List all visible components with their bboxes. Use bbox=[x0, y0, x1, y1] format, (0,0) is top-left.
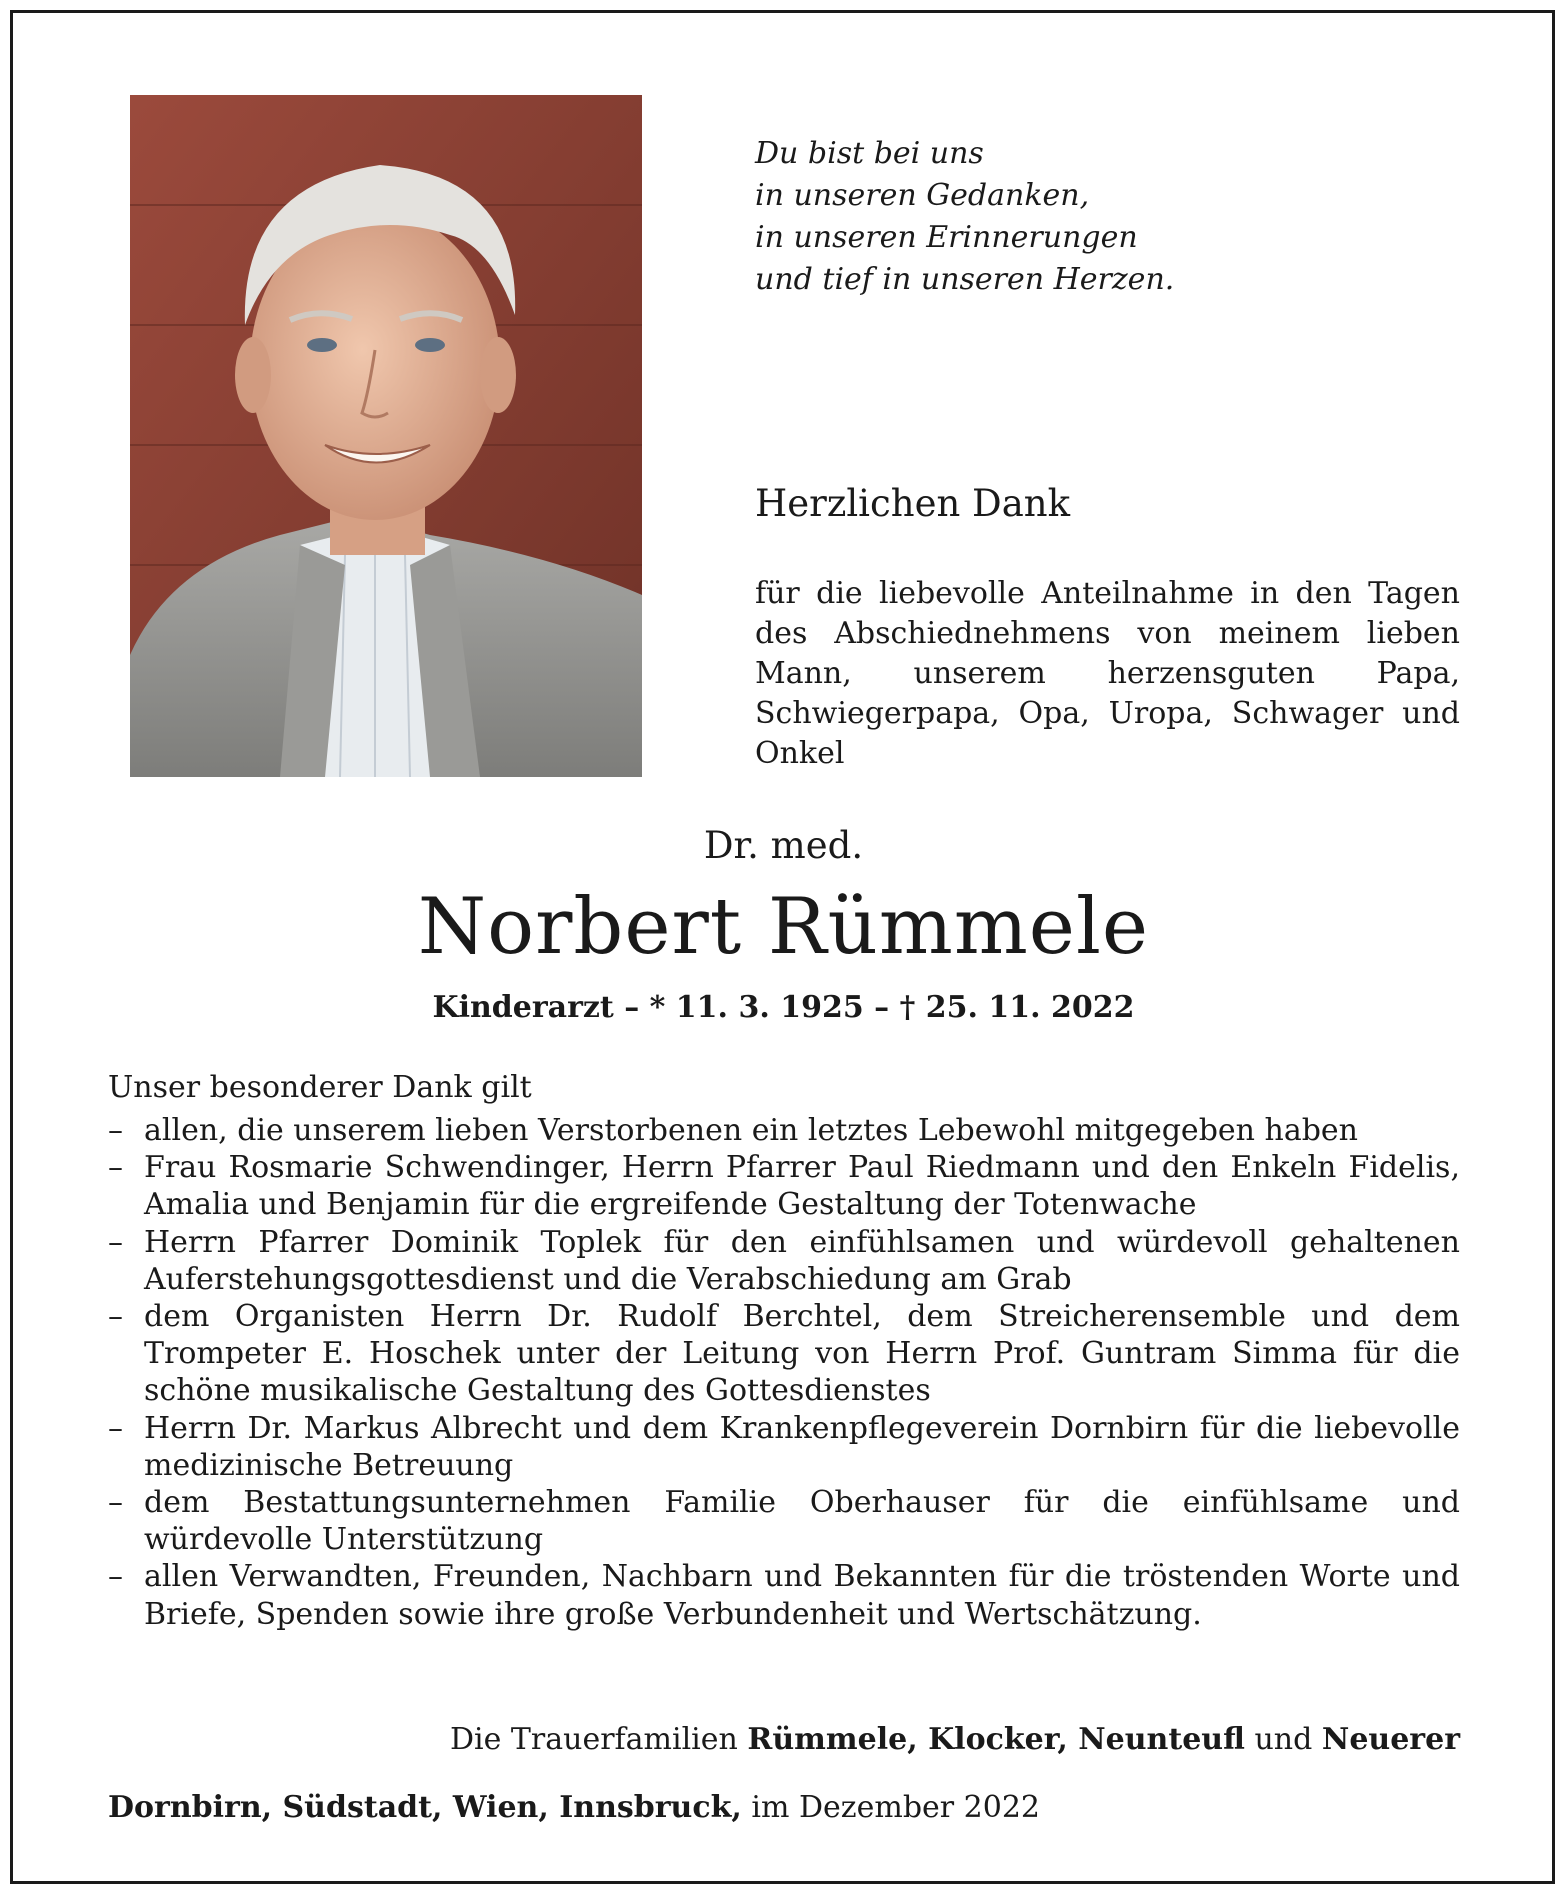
list-item: – allen, die unserem lieben Verstorbenen ein letztes Lebewohl mitgegeben haben bbox=[108, 1112, 1460, 1149]
life-dates: Kinderarzt – * 11. 3. 1925 – † 25. 11. 2022 bbox=[432, 990, 1135, 1025]
list-item: – allen Verwandten, Freunden, Nachbarn und Bekannten für die tröstenden Worte und Briefe, Spenden sowie ihre große Verbundenheit und Wertschätzung. bbox=[108, 1558, 1460, 1632]
list-item: – dem Organisten Herrn Dr. Rudolf Berchtel, dem Streicherensemble und dem Trompeter E. Hoschek unter der Leitung von Herrn Prof. Guntram Simma für die schöne musikalische Gestaltung des Gottesdienstes bbox=[108, 1298, 1460, 1410]
list-item: – dem Bestattungsunternehmen Familie Oberhauser für die einfühlsame und würdevolle Unterstützung bbox=[108, 1484, 1460, 1558]
thanks-heading: Herzlichen Dank bbox=[755, 482, 1071, 525]
academic-title: Dr. med. bbox=[703, 824, 864, 867]
memorial-poem: Du bist bei uns in unseren Gedanken, in unseren Erinnerungen und tief in unseren Herzen. bbox=[755, 136, 1175, 297]
signature-prefix: Die Trauerfamilien bbox=[449, 1722, 738, 1757]
thanks-text: für die liebevolle Anteilnahme in den Tagen des Abschiednehmens von meinem lieben Mann, unserem herzensguten Papa, Schwiegerpapa, Opa, Uropa, Schwager und Onkel bbox=[755, 576, 1460, 771]
portrait-photo bbox=[130, 95, 642, 777]
acknowledgement-list bbox=[108, 1112, 1460, 1633]
list-item: – Herrn Pfarrer Dominik Toplek für den einfühlsamen und würdevoll gehaltenen Auferstehungsgottesdienst und die Verabschiedung am Grab bbox=[108, 1224, 1460, 1298]
list-item: – Herrn Dr. Markus Albrecht und dem Krankenpflegeverein Dornbirn für die liebevolle medizinische Betreuung bbox=[108, 1410, 1460, 1484]
places: Dornbirn, Südstadt, Wien, Innsbruck, bbox=[108, 1790, 742, 1825]
list-item: – Frau Rosmarie Schwendinger, Herrn Pfarrer Paul Riedmann und den Enkeln Fidelis, Amalia und Benjamin für die ergreifende Gestaltung der Totenwache bbox=[108, 1149, 1460, 1223]
family-names: Rümmele, Klocker, Neunteufl bbox=[747, 1722, 1245, 1757]
acknowledgement-intro: Unser besonderer Dank gilt bbox=[108, 1070, 532, 1105]
last-family-name: Neuerer bbox=[1321, 1722, 1460, 1757]
deceased-name: Norbert Rümmele bbox=[417, 882, 1150, 972]
date: im Dezember 2022 bbox=[751, 1790, 1040, 1825]
family-signature bbox=[450, 1722, 1460, 1757]
signature-connector: und bbox=[1254, 1722, 1313, 1757]
place-date-line bbox=[108, 1790, 1040, 1825]
